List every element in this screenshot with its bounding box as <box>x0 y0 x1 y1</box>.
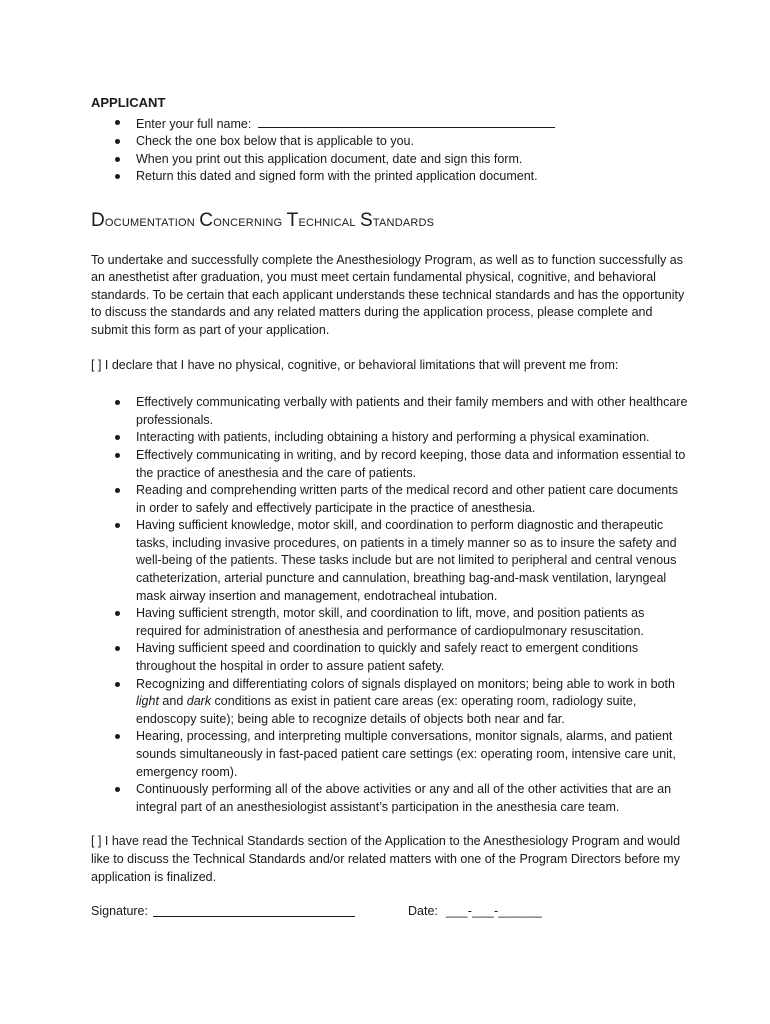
full-name-field[interactable] <box>258 114 555 128</box>
list-item: Effectively communicating in writing, and by record keeping, those data and information essential to the practice of anesthesia and the care of patients. <box>91 447 691 482</box>
list-item: Check the one box below that is applicable to you. <box>91 133 691 151</box>
list-item: Effectively communicating verbally with patients and their family members and with other healthcare professionals. <box>91 394 691 429</box>
list-item: Having sufficient strength, motor skill, and coordination to lift, move, and position patients as required for administration of anesthesia and performance of cardiopulmonary resuscitation. <box>91 605 691 640</box>
list-item: Hearing, processing, and interpreting multiple conversations, monitor signals, alarms, and patient sounds simultaneously in fast-paced patient care settings (ex: operating room, intensive care unit, emergency room). <box>91 728 691 781</box>
declare-checkbox-statement[interactable]: [ ] I declare that I have no physical, cognitive, or behavioral limitations that will prevent me from: <box>91 357 619 372</box>
technical-standards-list <box>91 394 691 816</box>
signature-field[interactable] <box>153 916 355 917</box>
date-field[interactable]: ___-___-______ <box>446 904 542 919</box>
signature-row <box>91 903 691 921</box>
list-item: Having sufficient speed and coordination to quickly and safely react to emergent conditions throughout the hospital in order to assure patient safety. <box>91 640 691 675</box>
applicant-heading: APPLICANT <box>91 95 166 110</box>
document-title: Documentation Concerning Technical Standards <box>91 209 435 231</box>
list-item <box>91 114 691 134</box>
list-item: When you print out this application document, date and sign this form. <box>91 151 691 169</box>
list-item: Having sufficient knowledge, motor skill, and coordination to perform diagnostic and therapeutic tasks, including invasive procedures, on patients in a timely manner so as to insure the safety and well-being of the patients. These tasks include but are not limited to peripheral and central venous catheterization, arterial puncture and cannulation, breathing bag-and-mask ventilation, laryngeal mask airway insertion and management, endotracheal intubation. <box>91 517 691 605</box>
intro-paragraph: To undertake and successfully complete the Anesthesiology Program, as well as to function successfully as an anesthetist after graduation, you must meet certain fundamental physical, cognitive, and behavioral standards. To be certain that each applicant understands these technical standards and has the opportunity to discuss the standards and any related matters during the application process, please complete and submit this form as part of your application. <box>91 252 685 337</box>
list-item: Continuously performing all of the above activities or any and all of the other activities that are an integral part of an anesthesiologist assistant’s participation in the anesthesia care team. <box>91 781 691 816</box>
list-item: Reading and comprehending written parts of the medical record and other patient care documents in order to safely and effectively participate in the practice of anesthesia. <box>91 482 691 517</box>
form-content <box>91 94 691 921</box>
list-item: Interacting with patients, including obtaining a history and performing a physical examination. <box>91 429 691 447</box>
date-label: Date: <box>408 904 438 919</box>
signature-label: Signature: <box>91 904 148 919</box>
applicant-instructions <box>91 114 691 186</box>
list-item: Return this dated and signed form with the printed application document. <box>91 168 691 186</box>
full-name-label: Enter your full name: <box>136 116 252 131</box>
list-item: Recognizing and differentiating colors of signals displayed on monitors; being able to work in both light and dark conditions as exist in patient care areas (ex: operating room, radiology suite, endoscopy suite); being able to recognize details of objects both near and far. <box>91 676 691 729</box>
discuss-checkbox-statement[interactable]: [ ] I have read the Technical Standards section of the Application to the Anesthesiology Program and would like to discuss the Technical Standards and/or related matters with one of the Program Directors before my application is finalized. <box>91 834 681 884</box>
